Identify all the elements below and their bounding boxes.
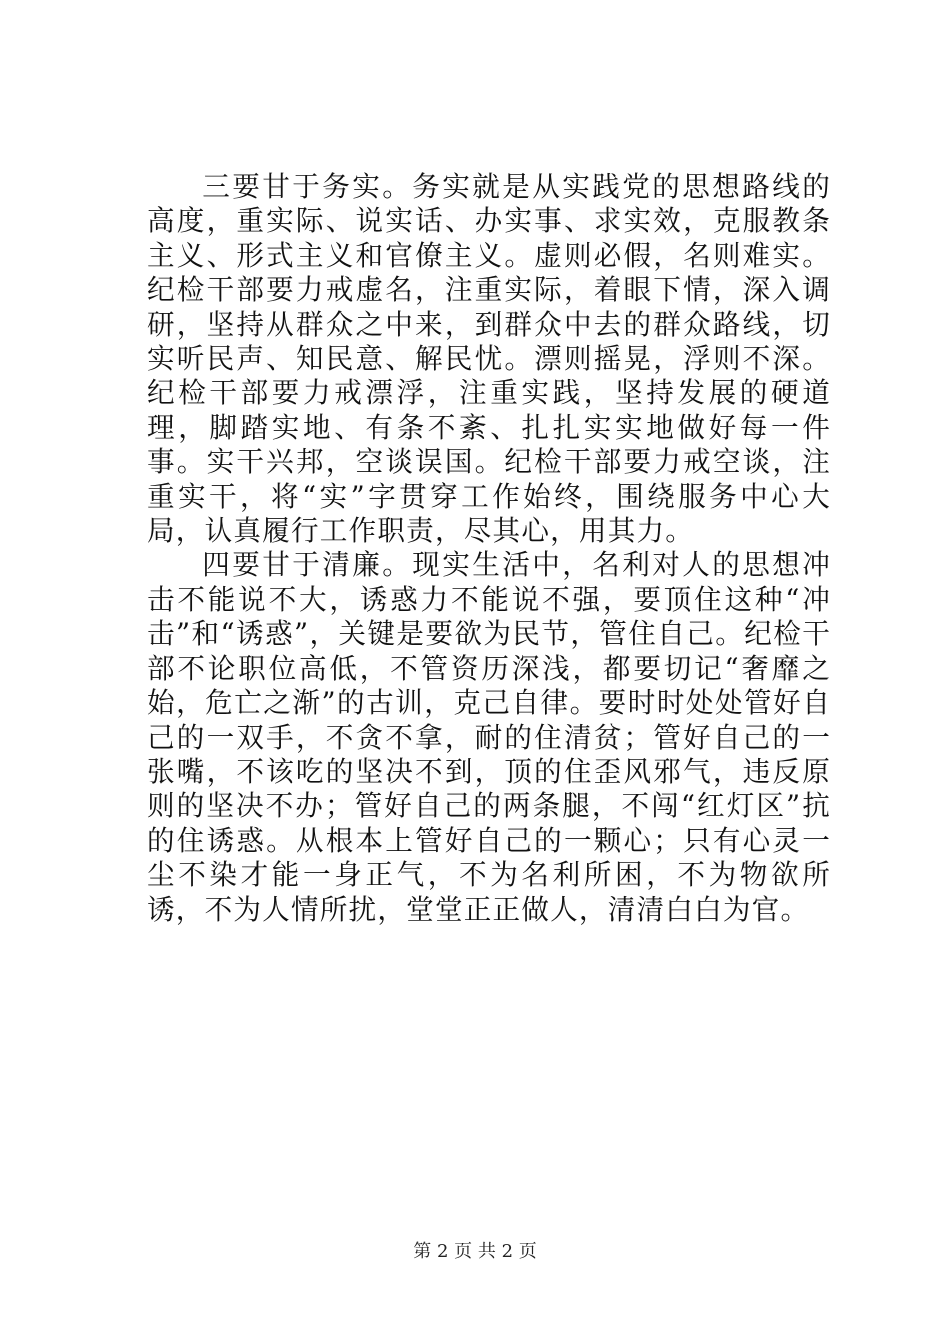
document-body xyxy=(147,170,831,927)
paragraph-practicality: 三要甘于务实。务实就是从实践党的思想路线的高度，重实际、说实话、办实事、求实效，克服教条主义、形式主义和官僚主义。虚则必假，名则难实。纪检干部要力戒虚名，注重实际，着眼下情，深入调研，坚持从群众之中来，到群众中去的群众路线，切实听民声、知民意、解民忧。漂则摇晃，浮则不深。纪检干部要力戒漂浮，注重实践，坚持发展的硬道理，脚踏实地、有条不紊、扎扎实实地做好每一件事。实干兴邦，空谈误国。纪检干部要力戒空谈，注重实干，将“实”字贯穿工作始终，围绕服务中心大局，认真履行工作职责，尽其心，用其力。 xyxy=(147,170,831,548)
paragraph-integrity: 四要甘于清廉。现实生活中，名利对人的思想冲击不能说不大，诱惑力不能说不强，要顶住这种“冲击”和“诱惑”，关键是要欲为民节，管住自己。纪检干部不论职位高低，不管资历深浅，都要切记“奢靡之始，危亡之渐”的古训，克己自律。要时时处处管好自己的一双手，不贪不拿，耐的住清贫；管好自己的一张嘴，不该吃的坚决不到，顶的住歪风邪气，违反原则的坚决不办；管好自己的两条腿，不闯“红灯区”抗的住诱惑。从根本上管好自己的一颗心；只有心灵一尘不染才能一身正气，不为名利所困，不为物欲所诱，不为人情所扰，堂堂正正做人，清清白白为官。 xyxy=(147,548,831,926)
page-number-footer: 第 2 页 共 2 页 xyxy=(413,1241,537,1262)
